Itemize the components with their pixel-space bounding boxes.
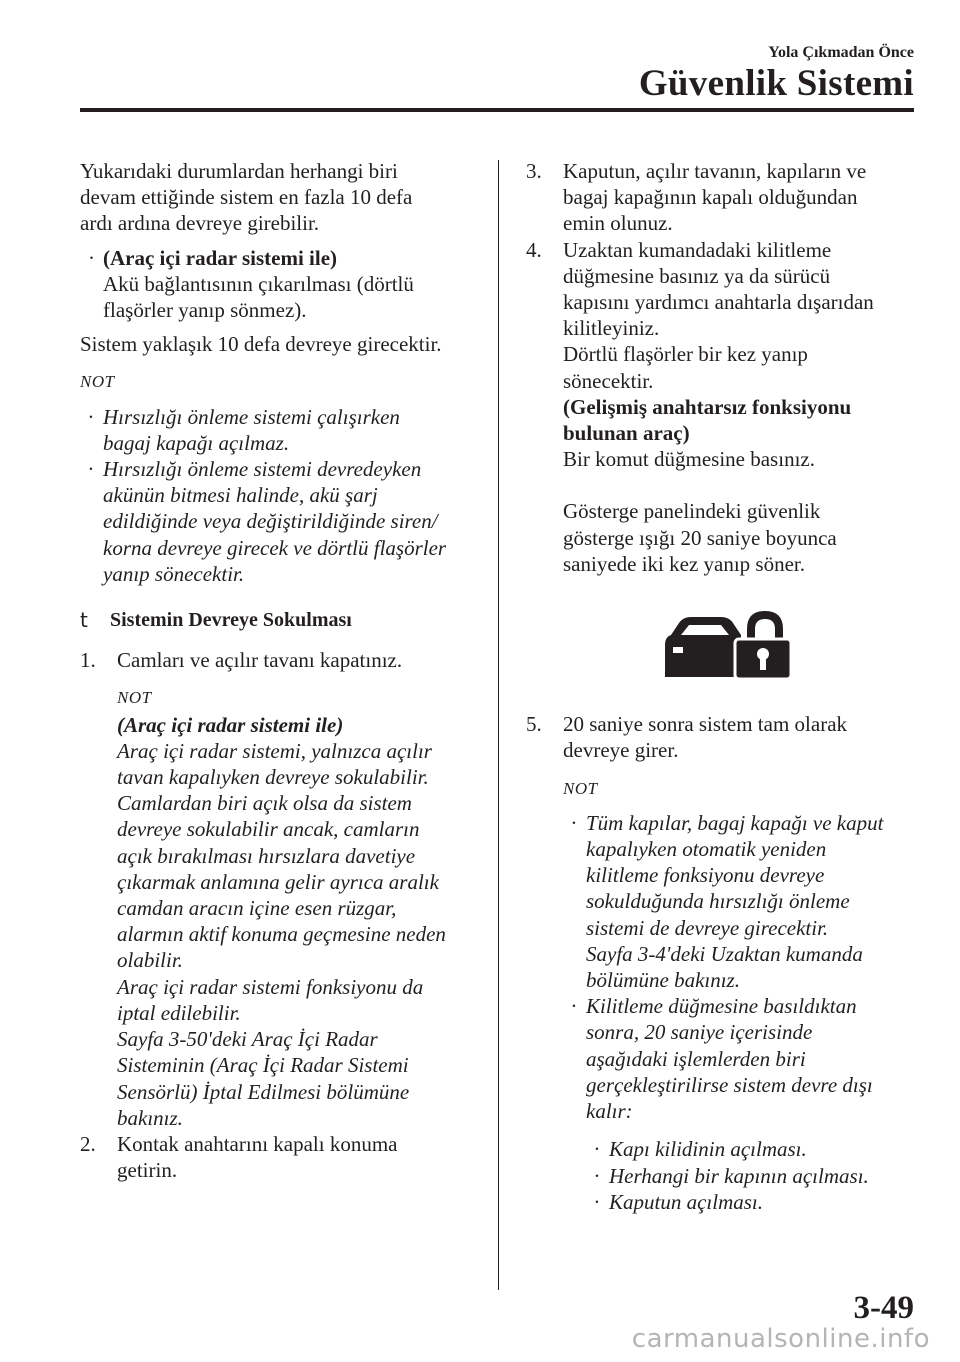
step-5: 5. 20 saniye sonra sistem tam olarak devreye girer. xyxy=(526,712,848,763)
radar-bullet: · (Araç içi radar sistemi ile) Akü bağlantısının çıkarılması (dörtlü flaşörler yanıp sönmez). xyxy=(88,245,414,323)
summary-text: Sistem yaklaşık 10 defa devreye girecektir. xyxy=(80,332,442,357)
sub-list-item: · Kaputun açılması. xyxy=(594,1189,764,1214)
section-marker-icon: t xyxy=(80,608,88,633)
header-rule xyxy=(80,108,914,112)
page-number: 3-49 xyxy=(853,1290,914,1326)
step-5-note: NOT · Tüm kapılar, bagaj kapağı ve kaput kapalıyken otomatik yeniden kilitleme fonksiyonu devreye sokulduğunda hırsızlığı önleme sistemi de devreye girecektir. Sayfa 3-4'deki Uzaktan kumanda bölümüne bakınız. · Kilitleme düğmesine basıldıktan sonra, 20 saniye içerisinde aşağıdaki işlemlerden biri gerçekleştirilirse sistem devre dışı kalır: · Kapı kilidinin açılması. · Herhangi bir kapının açılması. · Kaputun açılması. xyxy=(526,776,926,1215)
step-3: 3. Kaputun, açılır tavanın, kapıların ve bagaj kapağının kapalı olduğundan emin olunuz. xyxy=(526,159,867,236)
sub-list-item: · Herhangi bir kapının açılması. xyxy=(594,1163,869,1188)
note-item: · Hırsızlığı önleme sistemi devredeyken akünün bitmesi halinde, akü şarj edildiğinde veya değiştirildiğinde siren/ korna devreye girecek ve dörtlü flaşörler yanıp sönecektir. xyxy=(88,457,447,586)
note-label: NOT xyxy=(80,372,115,392)
column-divider xyxy=(498,160,499,1290)
step-2: 2. Kontak anahtarını kapalı konuma getirin. xyxy=(80,1131,398,1183)
security-indicator-lock-icon xyxy=(661,607,791,679)
left-column xyxy=(80,158,480,1183)
step-4: 4. Uzaktan kumandadaki kilitleme düğmesine basınız ya da sürücü kapısını yardımcı anahtarla dışarıdan kilitleyiniz. Dörtlü flaşörler bir kez yanıp sönecektir. (Gelişmiş anahtarsız fonksiyonu bulunan araç) Bir komut düğmesine basınız. Gösterge panelindeki güvenlik gösterge ışığı 20 saniye boyunca saniyede iki kez yanıp söner. xyxy=(526,237,926,577)
page-title: Güvenlik Sistemi xyxy=(638,63,914,104)
right-column xyxy=(526,158,926,1215)
bullet-dot: · xyxy=(88,245,95,270)
note-item: · Hırsızlığı önleme sistemi çalışırken bagaj kapağı açılmaz. xyxy=(88,404,400,455)
sub-list-item: · Kapı kilidinin açılması. xyxy=(594,1137,807,1162)
intro-paragraph: Yukarıdaki durumlardan herhangi biri devam ettiğinde sistem en fazla 10 defa ardı ardına devreye girebilir. xyxy=(80,159,413,236)
header-subtitle: Yola Çıkmadan Önce xyxy=(768,44,914,61)
note-item: · Tüm kapılar, bagaj kapağı ve kaput kapalıyken otomatik yeniden kilitleme fonksiyonu devreye sokulduğunda hırsızlığı önleme sistemi de devreye girecektir. Sayfa 3-4'deki Uzaktan kumanda bölümüne bakınız. xyxy=(571,810,884,993)
note-item: · Kilitleme düğmesine basıldıktan sonra, 20 saniye içerisinde aşağıdaki işlemlerden biri gerçekleştirilirse sistem devre dışı kalır: xyxy=(571,994,873,1124)
watermark: carmanualsonline.info xyxy=(631,1324,930,1354)
step-1-note: NOT (Araç içi radar sistemi ile) Araç içi radar sistemi, yalnızca açılır tavan kapalıyken devreye sokulabilir. Camlardan biri açık olsa da sistem devreye sokulabilir ancak, camların açık bırakılması hırsızlara davetiye çıkarmak anlamına gelir ayrıca aralık camdan aracın içine esen rüzgar, alarmın aktif konuma geçmesine neden olabilir. Araç içi radar sistemi fonksiyonu da iptal edilebilir. Sayfa 3-50'deki Araç İçi Radar Sisteminin (Araç İçi Radar Sistemi Sensörlü) İptal Edilmesi bölümüne bakınız. xyxy=(117,688,446,1130)
step-1: 1. Camları ve açılır tavanı kapatınız. xyxy=(80,648,403,673)
indicator-text: Gösterge panelindeki güvenlik gösterge ışığı 20 saniye boyunca saniyede iki kez yanıp söner. xyxy=(563,499,837,576)
section-heading: t Sistemin Devreye Sokulması xyxy=(80,608,352,633)
